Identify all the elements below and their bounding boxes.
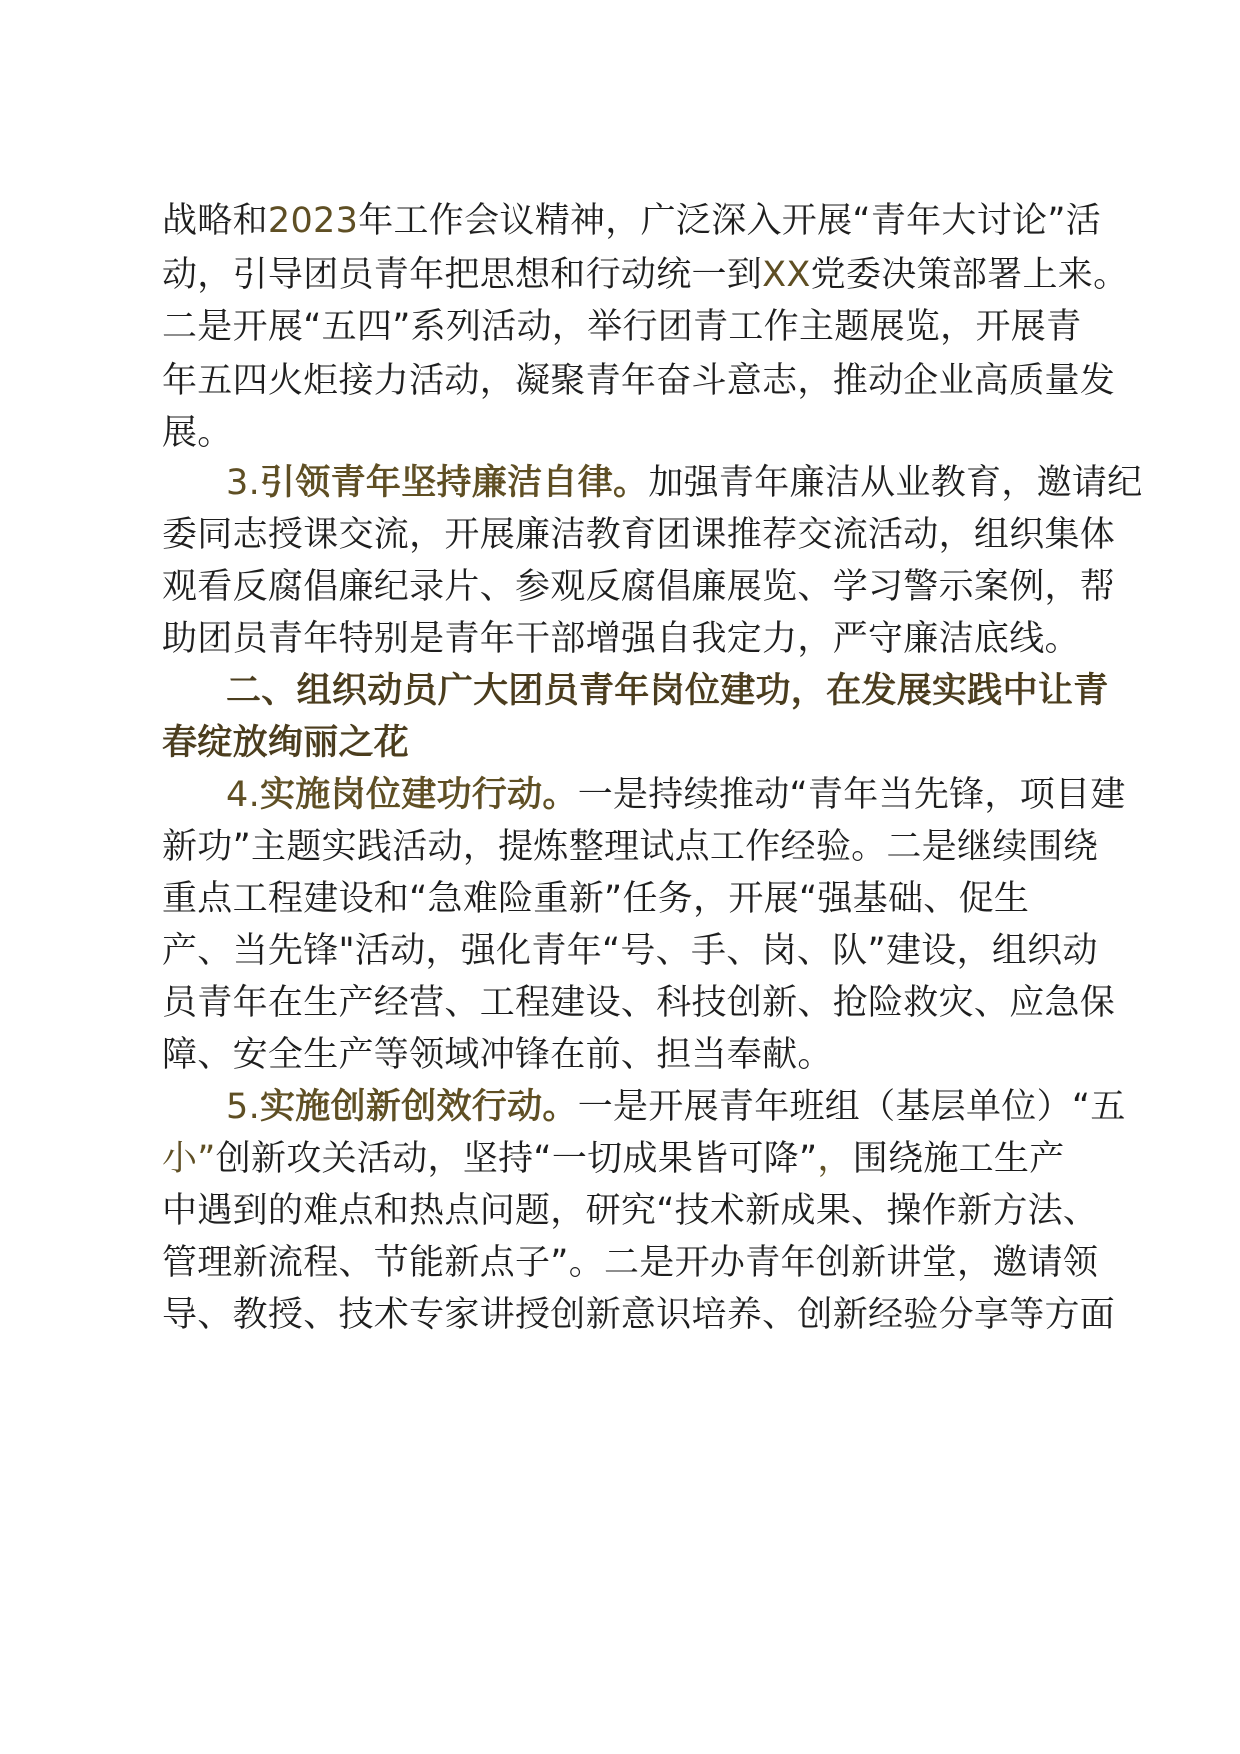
item-number: 5.	[226, 1087, 260, 1127]
paragraph-line: 重点工程建设和“急难险重新”任务，开展“强基础、促生	[162, 879, 1030, 919]
item-number: 3.	[226, 463, 260, 503]
paragraph-line	[162, 250, 1129, 300]
paragraph-line: 新功”主题实践活动，提炼整理试点工作经验。二是继续围绕	[162, 827, 1099, 867]
paragraph-line: 导、教授、技术专家讲授创新意识培养、创新经验分享等方面	[162, 1295, 1116, 1335]
paragraph-line: 中遇到的难点和热点问题，研究“技术新成果、操作新方法、	[162, 1191, 1099, 1231]
text-run: 动，引导团员青年把思想和行动统一到	[162, 255, 763, 295]
paragraph-line: 委同志授课交流，开展廉洁教育团课推荐交流活动，组织集体	[162, 515, 1116, 555]
text-run: 一是持续推动“青年当先锋，项目建	[577, 775, 1126, 815]
item-3-first-line	[226, 458, 1143, 508]
item-number: 4.	[226, 775, 260, 815]
year-number: 2023	[267, 201, 359, 241]
paragraph-line	[162, 1134, 1092, 1184]
text-run: 创新攻关活动，坚持“一切成果皆可降”	[215, 1139, 818, 1179]
item-title: 实施岗位建功行动。	[260, 775, 578, 815]
item-4-first-line	[226, 770, 1126, 820]
paragraph-line: 管理新流程、节能新点子”。二是开办青年创新讲堂，邀请领	[162, 1243, 1099, 1283]
text-run: 小”	[162, 1139, 216, 1179]
text-run: 战略和	[162, 201, 268, 241]
item-5-first-line	[226, 1082, 1126, 1132]
paragraph-line: 障、安全生产等领域冲锋在前、担当奉献。	[162, 1035, 833, 1075]
text-run: 党委决策部署上来。	[810, 255, 1129, 295]
placeholder-xx: XX	[762, 255, 811, 295]
paragraph-line: 观看反腐倡廉纪录片、参观反腐倡廉展览、学习警示案例，帮	[162, 567, 1116, 607]
paragraph-line: 产、当先锋"活动，强化青年“号、手、岗、队”建设，组织动	[162, 931, 1098, 971]
section-heading-continued: 春绽放绚丽之花	[162, 723, 410, 763]
paragraph-line: 二是开展“五四”系列活动，举行团青工作主题展览，开展青	[162, 307, 1082, 347]
section-heading: 二、组织动员广大团员青年岗位建功，在发展实践中让青	[226, 671, 1109, 711]
item-title: 引领青年坚持廉洁自律。	[260, 463, 649, 503]
text-run: ，	[817, 1139, 853, 1179]
text-run: 一是开展青年班组（基层单位）“五	[577, 1087, 1126, 1127]
paragraph-line	[162, 196, 1102, 246]
paragraph-line: 员青年在生产经营、工程建设、科技创新、抢险救灾、应急保	[162, 983, 1116, 1023]
text-run: 加强青年廉洁从业教育，邀请纪	[648, 463, 1143, 503]
text-run: 围绕施工生产	[852, 1139, 1065, 1179]
paragraph-line: 助团员青年特别是青年干部增强自我定力，严守廉洁底线。	[162, 619, 1080, 659]
paragraph-line: 年五四火炬接力活动，凝聚青年奋斗意志，推动企业高质量发	[162, 361, 1116, 401]
text-run: 年工作会议精神，广泛深入开展“青年大讨论”活	[358, 201, 1102, 241]
item-title: 实施创新创效行动。	[260, 1087, 578, 1127]
paragraph-line: 展。	[162, 413, 233, 453]
